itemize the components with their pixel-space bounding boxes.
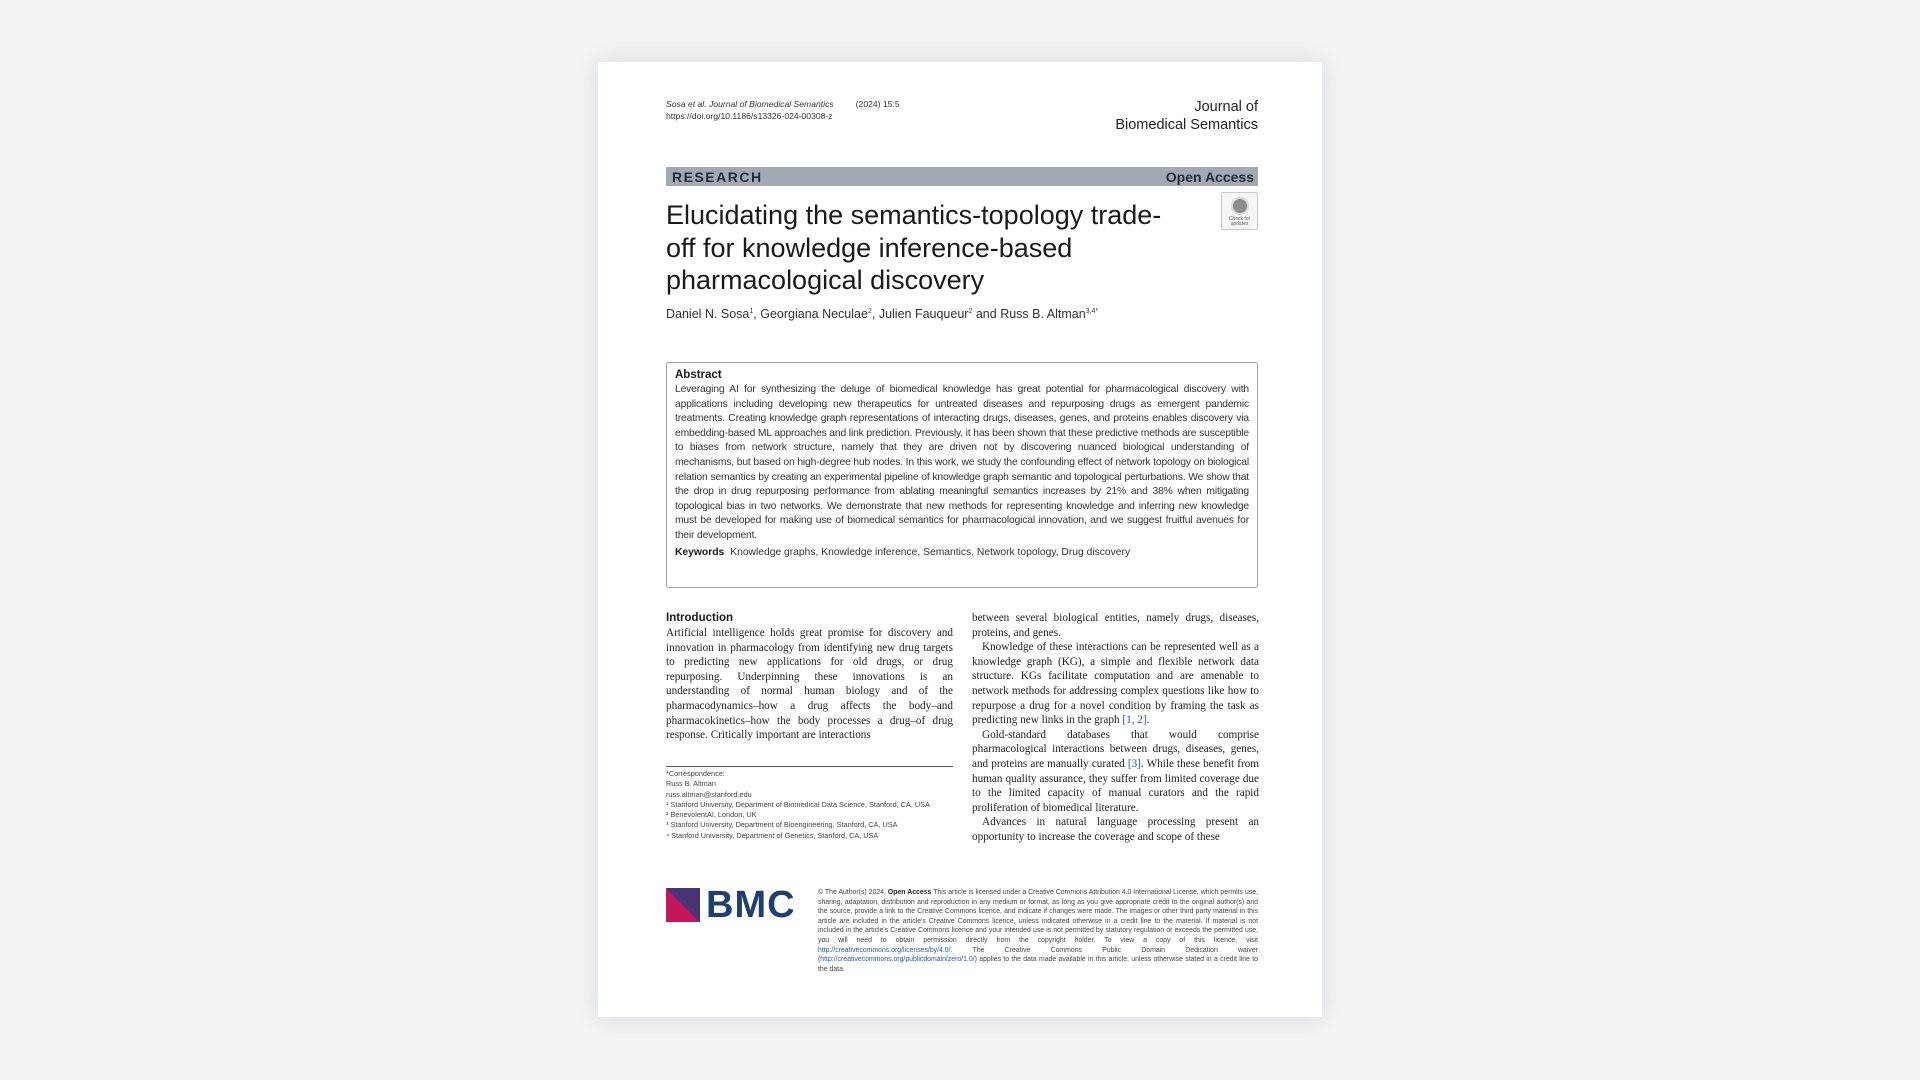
license-body: ) applies to the data made available in this article, unless otherwise stated in a credit line to the data. xyxy=(818,956,1258,973)
citation-block xyxy=(666,98,900,122)
author-conjunction: and xyxy=(975,307,997,321)
author-name[interactable]: Georgiana Neculae xyxy=(760,307,868,321)
intro-paragraph: Artificial intelligence holds great promise for discovery and innovation in pharmacology from identifying new drug targets to predicting new applications for old drugs, or drug repurposing. Underpinning these innovations is an understanding of normal human biology and of the pharmacodynamics–how a drug affects the body–and pharmacokinetics–how the body processes a drug–of drug response. Critically important are interactions xyxy=(666,627,953,742)
license-copyright: © The Author(s) 2024. xyxy=(818,889,886,896)
body-paragraph xyxy=(972,640,1259,728)
journal-line2: Biomedical Semantics xyxy=(1115,117,1258,133)
keywords-line xyxy=(675,547,1249,558)
article-type-bar xyxy=(666,167,1258,186)
bmc-logo-icon xyxy=(666,888,700,922)
affiliation-1: ¹ Stanford University, Department of Biomedical Data Science, Stanford, CA, USA xyxy=(666,799,930,809)
license-link[interactable]: http://creativecommons.org/licenses/by/4.0/ xyxy=(818,946,951,954)
author-name[interactable]: Daniel N. Sosa xyxy=(666,307,750,321)
body-text: . xyxy=(1146,714,1150,727)
body-text: . While these benefit from human quality assurance, they suffer from limited coverage due to the limited capacity of manual curators and the rapid proliferation of biomedical literature. xyxy=(972,757,1259,814)
author-list: Daniel N. Sosa$^1$, Georgiana Neculae$^2$, Julien Fauqueur$^2$ and Russ B. Altman$^{3,4*}$ xyxy=(666,307,1099,321)
license-body: . The Creative Commons Public Domain Dedication waiver ( xyxy=(818,946,1258,964)
right-column xyxy=(972,611,1259,845)
affiliation-3: ³ Stanford University, Department of Bioengineering, Stanford, CA, USA xyxy=(666,820,898,830)
abstract-text: Leveraging AI for synthesizing the deluge of biomedical knowledge has great potential for pharmacological discovery with applications including developing new therapeutics for untreated diseases and repurposing drugs as emergent pandemic treatments. Creating knowledge graph representations of interacting drugs, diseases, genes, and proteins enables discovery via embedding-based ML approaches and link prediction. Previously, it has been shown that these predictive methods are susceptible to biases from network structure, namely that they are driven not by discovering nuanced biological understanding of mechanisms, but based on high-degree hub nodes. In this work, we study the confounding effect of network topology on biological relation semantics by creating an experimental pipeline of knowledge graph semantic and topological perturbations. We show that the drop in drug repurposing performance from ablating meaningful semantics increases by 21% and 38% when mitigating topological bias in two networks. We demonstrate that new methods for representing knowledge and inferring new knowledge must be developed for making use of biomedical semantics for pharmacological innovation, and we suggest fruitful avenues for their development. xyxy=(675,384,1249,541)
check-updates-label: Check for updates xyxy=(1228,216,1251,227)
check-for-updates-button[interactable] xyxy=(1221,192,1258,230)
body-paragraph: between several biological entities, namely drugs, diseases, proteins, and genes. xyxy=(972,612,1259,639)
affiliation-2: ² BenevolentAI, London, UK xyxy=(666,810,757,820)
body-text: Gold-standard databases that would comprise pharmacological interactions between drugs, diseases, genes, and proteins are manually curated xyxy=(972,728,1259,770)
license-oa-label: Open Access xyxy=(887,889,932,896)
abstract-box xyxy=(666,362,1258,588)
article-type-label: RESEARCH xyxy=(672,168,763,185)
author-affiliation: 3,4* xyxy=(1085,307,1099,315)
paper-page xyxy=(598,62,1322,1017)
footnotes xyxy=(666,769,953,841)
correspondence-email[interactable]: russ.altman@stanford.edu xyxy=(666,789,752,799)
citation-authors: Sosa et al. xyxy=(666,99,707,109)
check-updates-icon xyxy=(1231,197,1249,215)
journal-line1: Journal of xyxy=(1194,99,1258,115)
footnote-divider xyxy=(666,766,953,767)
correspondence-label: *Correspondence: xyxy=(666,769,725,778)
keywords-label: Keywords xyxy=(675,546,725,558)
license-text xyxy=(818,888,1258,974)
correspondence-name: Russ B. Altman xyxy=(666,779,716,789)
body-paragraph: Advances in natural language processing present an opportunity to increase the coverage and scope of these xyxy=(972,816,1259,843)
journal-name xyxy=(1115,98,1258,134)
body-paragraph xyxy=(972,728,1259,816)
keywords-list: Knowledge graphs, Knowledge inference, Semantics, Network topology, Drug discovery xyxy=(730,546,1131,558)
doi-link[interactable]: https://doi.org/10.1186/s13326-024-00308-z xyxy=(666,111,833,121)
body-text: Knowledge of these interactions can be represented well as a knowledge graph (KG), a simple and flexible network data structure. KGs facilitate computation and are amenable to network methods for addressing complex questions like how to repurpose a drug for a novel condition by framing the task as predicting new links in the graph xyxy=(972,641,1259,727)
waiver-link[interactable]: http://creativecommons.org/publicdomain/zero/1.0/ xyxy=(820,956,975,964)
author-name[interactable]: Russ B. Altman xyxy=(1000,307,1086,321)
left-column xyxy=(666,611,953,743)
bmc-logo xyxy=(666,886,796,924)
citation-journal: Journal of Biomedical Semantics xyxy=(709,99,834,109)
affiliation-4: ⁴ Stanford University, Department of Genetics, Stanford, CA, USA xyxy=(666,830,879,840)
author-affiliation: 2 xyxy=(867,307,872,315)
section-heading-introduction: Introduction xyxy=(666,612,734,624)
bmc-logo-text: BMC xyxy=(706,884,796,926)
page-content xyxy=(666,62,1258,1017)
citation-year: (2024) 15:5 xyxy=(855,99,900,109)
citation-ref[interactable]: [1, 2] xyxy=(1122,714,1147,727)
license-body: This article is licensed under a Creative Commons Attribution 4.0 International License, which permits use, sharing, adaptation, distribution and reproduction in any medium or format, as long as you give appropriate credit to the original author(s) and the source, provide a link to the Creative Commons licence, and indicate if changes were made. The images or other third party material in this article are included in the article's Creative Commons licence, unless indicated otherwise in a credit line to the material. If material is not included in the article's Creative Commons licence and your intended use is not permitted by statutory regulation or exceeds the permitted use, you will need to obtain permission directly from the copyright holder. To view a copy of this licence, visit xyxy=(818,889,1258,944)
paper-title: Elucidating the semantics-topology trade-off for knowledge inference-based pharmacological discovery xyxy=(666,200,1162,295)
author-name[interactable]: Julien Fauqueur xyxy=(878,307,969,321)
author-affiliation: 1 xyxy=(749,307,754,315)
open-access-label: Open Access xyxy=(1165,168,1254,185)
author-affiliation: 2 xyxy=(968,307,973,315)
abstract-heading: Abstract xyxy=(675,369,722,381)
citation-ref[interactable]: [3] xyxy=(1127,757,1141,770)
